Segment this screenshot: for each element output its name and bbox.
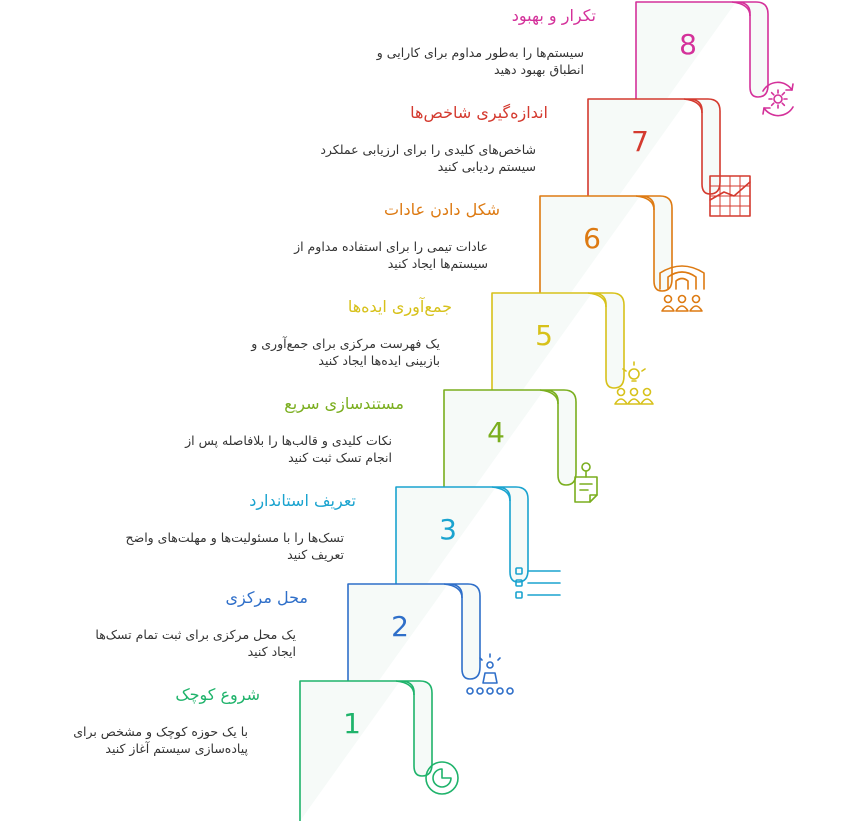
step-title: شروع کوچک <box>175 685 260 704</box>
step-description: تسک‌ها را با مسئولیت‌ها و مهلت‌های واضح تعریف کنید <box>125 530 344 562</box>
step-title: مستندسازی سریع <box>284 394 404 413</box>
step-card-1 <box>300 681 458 821</box>
step-title: تکرار و بهبود <box>511 6 596 25</box>
step-title: تعریف استاندارد <box>249 491 356 510</box>
step-description: سیستم‌ها را به‌طور مداوم برای کارایی و انطباق بهبود دهید <box>376 45 584 77</box>
pie-chart-icon <box>426 762 458 794</box>
note-pin-icon <box>575 463 597 502</box>
step-number: 2 <box>391 610 409 643</box>
step-number: 1 <box>343 707 361 740</box>
step-number: 8 <box>679 28 697 61</box>
step-number: 4 <box>487 416 505 449</box>
step-number: 5 <box>535 319 553 352</box>
step-title: شکل دادن عادات <box>383 200 500 219</box>
step-card-shape <box>300 681 432 821</box>
step-description: عادات تیمی را برای استفاده مداوم از سیستم‌ها ایجاد کنید <box>294 239 488 271</box>
step-description: شاخص‌های کلیدی را برای ارزیابی عملکرد سیستم ردیابی کنید <box>320 142 536 174</box>
step-title: محل مرکزی <box>225 588 308 607</box>
step-number: 6 <box>583 222 601 255</box>
step-description: یک محل مرکزی برای ثبت تمام تسک‌ها ایجاد کنید <box>95 627 296 659</box>
step-title: جمع‌آوری ایده‌ها <box>347 297 452 316</box>
step-title: اندازه‌گیری شاخص‌ها <box>410 103 548 122</box>
step-description: یک فهرست مرکزی برای جمع‌آوری و بازبینی ایده‌ها ایجاد کنید <box>251 336 440 368</box>
step-number: 3 <box>439 513 457 546</box>
step-number: 7 <box>631 125 649 158</box>
checklist-icon <box>516 568 560 598</box>
step-description: با یک حوزه کوچک و مشخص برای پیاده‌سازی سیستم آغاز کنید <box>73 724 248 756</box>
step-description: نکات کلیدی و قالب‌ها را بلافاصله پس از انجام تسک ثبت کنید <box>185 433 392 465</box>
